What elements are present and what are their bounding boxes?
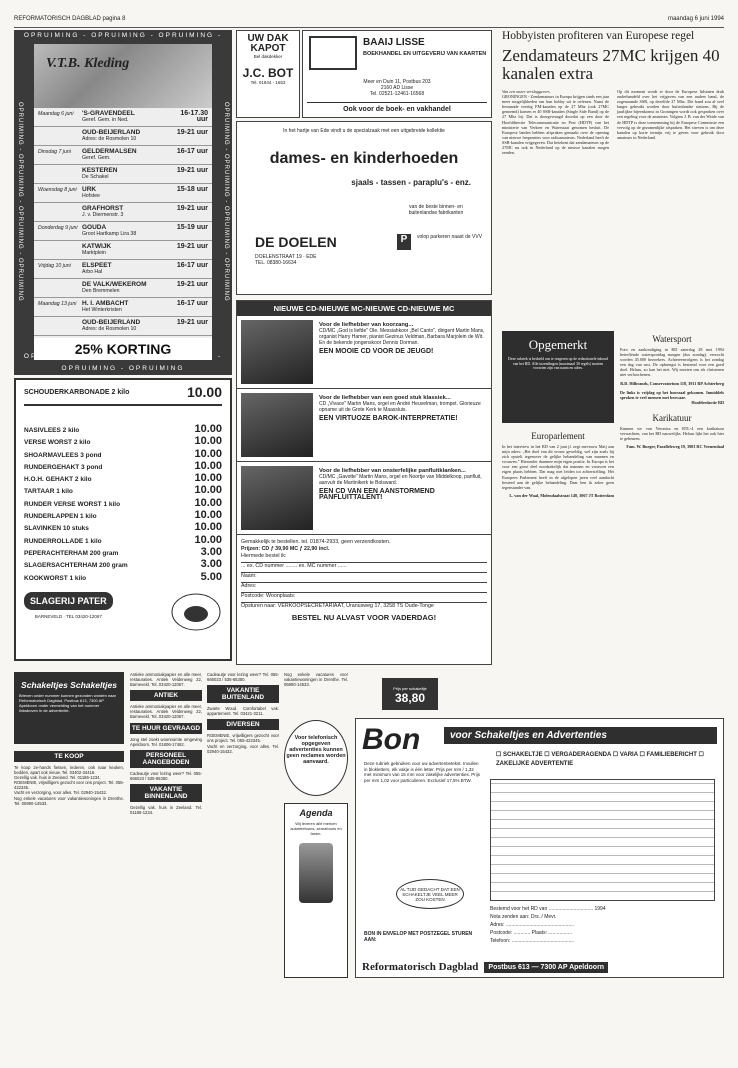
schedule-time: 19-21 uur [176, 319, 208, 326]
classifieds-col2 [130, 672, 202, 1044]
cd-block-title: Voor de liefhebber van koorzang... [319, 322, 414, 328]
slagerij-head [24, 384, 222, 406]
cow-logo-icon [170, 592, 222, 632]
meat-item-price: 10.00 [194, 447, 222, 460]
meat-item-label: RUNDERROLLADE 1 kilo [24, 537, 102, 545]
slagerij-address: BARNEVELD · TEL 03420-12067 [34, 613, 102, 619]
classified-item: Cadeautje voor lezing weer? Tel. 055-666023 / 535-65350. [207, 672, 279, 683]
classified-item: Zwarte Woud. Comfortabel vak. appartement. Tel. 03421-3211. [207, 706, 279, 717]
opruiming-schedule [34, 44, 212, 360]
schedule-place [82, 187, 170, 199]
schedule-day: Donderdag 9 juni [38, 225, 78, 231]
schedule-row [34, 260, 212, 279]
meat-item [24, 436, 222, 448]
cd-order-form [237, 535, 491, 625]
meat-item-price: 10.00 [194, 533, 222, 546]
meat-item [24, 498, 222, 510]
schakeltjes-title: Schakeltjes Schakeltjes [21, 680, 117, 690]
cd-order-field[interactable]: Naam: [241, 573, 487, 583]
cat-personeel: PERSONEEL AANGEBODEN [130, 750, 202, 768]
schedule-place [82, 282, 170, 294]
schedule-place [82, 168, 170, 180]
schedule-place-name: GRAFHORST [82, 205, 124, 212]
telefoon-notice: Voor telefonisch opgegeven advertenties kunnen geen reclames worden aanvaard. [284, 720, 348, 796]
meat-item-label: TARTAAR 1 kilo [24, 488, 73, 496]
meat-item [24, 535, 222, 547]
classified-item: Gezellig vak. huis in Zeeland. Tel. 01186-1234. [14, 775, 101, 781]
cd-order-field[interactable]: Hiermede bestel ik: [241, 553, 487, 563]
bon-footer-left: BON IN ENVELOP MET POSTZEGEL STUREN AAN: [364, 931, 473, 943]
meat-item-price: 10.00 [194, 459, 222, 472]
meat-item-price: 3.00 [200, 558, 222, 571]
doelen-address [255, 254, 317, 266]
classified-item: ROEMENIE, vrijwilligers gezocht voor ons project. Tel. 055-422345. [207, 733, 279, 744]
cd-block-text [319, 393, 487, 457]
schedule-time: 15-18 uur [176, 186, 208, 193]
watersport-title: Watersport [652, 334, 692, 344]
bon-form-field[interactable]: Nota zenden aan: Drs. / Mevr. [490, 914, 557, 920]
cd-opsturen: Opsturen naar: VERKOOPSECRETARIAAT, Uranusweg 17, 3258 TS Oude-Tonge [241, 603, 434, 609]
article-col2: Op dit moment wordt er door de Europese lidstaten druk onderhandeld over het vrijgeven van een andere band, de zogenaamde SSB, op dezelfde 27 Mhz. Die band zou al veel langer gebruikt worden door buitenlandse stations. Bij de jaarlijkse bijeenkomst in Groningen wordt ook gesproken over een regeling voor de amateurs. Volgens J. B. van der Weide van de HDTP is deze toestemming bij de Europese Commissie een vervolg op de gezamenlijke afspraken. Het streven is om deze kanalen op korte termijn vrij te geven voor gebruik door amateurs in Nederland. [617, 89, 724, 140]
article-byline: Van een onzer verslaggevers [502, 89, 550, 94]
opruiming-ad [14, 30, 232, 375]
schedule-place-sub: Adres: de Rosmolen 10 [82, 136, 137, 142]
schedule-row [34, 298, 212, 317]
slagerij-ad [14, 378, 232, 661]
meat-item [24, 522, 222, 534]
baaij-tel: Tel. 02521-12461-16568 [369, 91, 425, 97]
schakeltjes-intro: Brieven onder nummer kunnen gezonden worden naar Reformatorisch Dagblad, Postbus 613, 7300 AP Apeldoorn onder vermelding van het nummer linksboven in de advertentie. [19, 693, 116, 713]
opgemerkt-title: Opgemerkt [528, 337, 588, 352]
schedule-row [34, 203, 212, 222]
price-badge [382, 678, 438, 710]
schedule-time: 19-21 uur [176, 281, 208, 288]
article-title: Zendamateurs 27MC krijgen 40 kanalen extra [502, 46, 720, 83]
schedule-place-name: KATWIJK [82, 243, 112, 250]
baaij-sub: BOEKHANDEL EN UITGEVERIJ VAN KAARTEN [363, 51, 487, 57]
schedule-row [34, 222, 212, 241]
opgemerkt-box [502, 331, 614, 423]
cd-block-title: Voor de liefhebber van een goed stuk klassiek... [319, 395, 451, 401]
schedule-place-sub: Groot Hartkamp Lira 38 [82, 231, 137, 237]
baaij-ad [302, 30, 492, 118]
parking-icon: P [397, 234, 411, 250]
meat-item-label: PEPERACHTERHAM 200 gram [24, 549, 119, 557]
schedule-row [34, 317, 212, 336]
doelen-parking: volop parkeren naast de VVV [417, 234, 483, 240]
meat-item-label: SHOARMAVLEES 3 pond [24, 451, 102, 459]
schedule-day [38, 320, 82, 332]
cd-order-field[interactable]: ... ex. CD nummer ........ ex. MC nummer ...... [241, 563, 487, 573]
kapot-tel: Tel. 01844 - 1653 [250, 80, 286, 85]
schedule-place-name: ELSPEET [82, 262, 112, 269]
agenda-title: Agenda [299, 808, 333, 818]
karikatuur-title: Karikatuur [652, 412, 692, 423]
schedule-place-name: GELDERMALSEN [82, 148, 137, 155]
cd-block-text [319, 320, 487, 384]
schedule-place-sub: Den Bremmelen [82, 288, 120, 294]
schedule-time: 19-21 uur [176, 129, 208, 136]
schedule-row [34, 241, 212, 260]
kapot-name: J.C. BOT [242, 66, 294, 80]
schedule-time: 16-17 uur [176, 148, 208, 155]
meat-item-label: RUNDERLAPPEN 1 kilo [24, 513, 97, 521]
schedule-place-sub: Hofstee [82, 193, 100, 199]
meat-item [24, 485, 222, 497]
schedule-place-name: DE VALK/WEKEROM [82, 281, 147, 288]
classified-item: Antieke ammoniakpapier en alle meer, restauraties. Antiek Veldenweg 22, Barneveld. Tel. 03420-12067. [130, 672, 202, 688]
schedule-day: Maandag 13 juni [38, 301, 77, 307]
bon-form-field[interactable]: Telefoon: ............................................. [490, 938, 575, 944]
meat-item-label: NASIVLEES 2 kilo [24, 427, 80, 434]
meat-item-label: SLAVINKEN 10 stuks [24, 525, 89, 533]
schedule-day: Maandag 6 juni [38, 111, 74, 117]
doelen-tel: TEL. 08380-16634 [255, 260, 297, 266]
europarlement-sign: L. van der Waal, Molendaalstraat 148, 3067 JT Rotterdam [509, 492, 614, 498]
cat-vakantie-binnenland: VAKANTIE BINNENLAND [130, 784, 202, 802]
classified-item: Vacht en verzorging, voor alles. Tel. 02940-15432. [14, 790, 107, 796]
schedule-place [82, 149, 170, 161]
cd-price: Prijzen: CD ƒ 39,90 MC ƒ 22,90 incl. [241, 546, 330, 552]
slagerij-head-price: 10.00 [186, 384, 222, 400]
baaij-address [303, 79, 491, 97]
schedule-place-sub: Het Winterkristen [82, 307, 122, 313]
slagerij-name: SLAGERIJ PATER [24, 592, 113, 610]
schakeltjes-header [14, 672, 124, 744]
cat-te-koop: TE KOOP [14, 751, 124, 762]
karikatuur-text: Kunnen we van Veronica en RTL-4 een karikatuur verwachten, van het RD nauwelijks. Helaas lijkt het ook hier te gebeuren. [620, 425, 724, 442]
schedule-time: 16-17.30 uur [180, 110, 208, 123]
cd-cover-image [241, 320, 313, 384]
schedule-row [34, 165, 212, 184]
article-col1-text: GRONINGEN - Zendamateurs in Europa krijgen sinds een jaar meer mogelijkheden om hun hobby uit te oefenen. Naast de bestaande veertig FM-kanalen op de 27 Mhz (ook 27MC genoemd) komen er 40 SSB-kanalen (Single Side Band) op de 27 Mhz bij. Dat is doorgevraagd doordat op een door de Hoofddirectie Telecommunicatie en Post (HDTP) van het ministerie van Verkeer en Waterstaat genomen besluit. De Europese landen hebben afspraken gemaakt over de opening van nieuwe frequenties voor radioamateurs. Nederland heeft de SSB-kanalen vrijgegeven. Dat betekent dat zendamateurs op de 27MC nu ook in Nederland op de nieuwe kanalen mogen zenden. [502, 94, 609, 156]
schedule-place [82, 301, 170, 313]
cd-cta: BESTEL NU ALVAST VOOR VADERDAG! [291, 613, 437, 622]
schedule-time: 19-21 uur [176, 243, 208, 250]
schedule-day: Vrijdag 10 juni [38, 263, 71, 269]
watersport-letter [620, 331, 724, 449]
doelen-ad [236, 121, 492, 295]
watersport-sign: R.D. Hilbrands, Conservatorium 118, 3911 RP Achterberg [620, 380, 724, 386]
classified-item: Antieke ammoniakpapier en alle meer, restauraties. Antiek Veldenweg 22, Barneveld. Tel. 03420-12067. [130, 704, 202, 720]
schedule-time: 19-21 uur [176, 167, 208, 174]
kapot-small: Bel dakdekker [253, 54, 283, 59]
bon-paper: Reformatorisch Dagblad [362, 961, 479, 973]
schedule-place [82, 225, 170, 237]
kapot-line1: UW DAK [247, 33, 289, 44]
schedule-day: Dinsdag 7 juni [38, 149, 71, 155]
cd-block-body: CD/MC „God is liefde" Ole. Messiahkoor „Bel Canto", dirigent Martin Mans, organist Harry Hamer, pianist Gezinus Veldman, Barbara Marjolein de Wit. En de bekende jongenskoor Dennis Dorman. [319, 328, 485, 346]
page-header-left: REFORMATORISCH DAGBLAD pagina 8 [14, 16, 126, 22]
schedule-place-sub: Geref. Gem. in Ned. [82, 117, 129, 123]
meat-item [24, 559, 222, 571]
classified-item: Gezellig vak. huis in Zeeland. Tel. 01186-1234. [130, 804, 202, 816]
opruiming-side-left: OPRUIMING - OPRUIMING - OPRUIMING - OPRUIMING [17, 101, 23, 302]
meat-item-price: 10.00 [194, 484, 222, 497]
meat-item [24, 510, 222, 522]
schedule-place-name: GOUDA [82, 224, 107, 231]
cd-block [237, 462, 491, 535]
cat-antiek: ANTIEK [130, 690, 202, 701]
meat-item-label: SLAGERSACHTERHAM 200 gram [24, 562, 128, 570]
classifieds-col3 [207, 672, 279, 1044]
schedule-place-name: OUD-BEIJERLAND [82, 319, 141, 326]
cd-block-title: Voor de liefhebber van onsterfelijke panfluitklanken... [319, 468, 466, 474]
meat-item-price: 3.00 [200, 545, 222, 558]
bon-instructions: Deze rubriek gebruiken voor uw advertentietekst. Invullen in blokletters, elk vakje is één letter. Prijs per mm / 1,32 met minimum van 15 mm voor zakelijke advertenties. Prijs per mm 1,02 voor particulieren. Exclusief 17,5% BTW. [364, 761, 481, 783]
baaij-addr2: 2160 AD Lisse [380, 85, 414, 91]
europarlement-title: Europarlement [531, 431, 585, 441]
schedule-day [38, 206, 82, 218]
page-header-date: maandag 6 juni 1994 [667, 16, 724, 22]
schedule-time: 16-17 uur [176, 262, 208, 269]
classified-item: Nog enkele vacatures voor vakantiewoningen in Drenthe. Tel. 05990-14533. [284, 672, 348, 688]
doelen-addr: DOELENSTRAAT 19 · EDE [255, 254, 317, 260]
agenda-ad [284, 803, 348, 978]
slagerij-head-label: SCHOUDERKARBONADE 2 kilo [24, 388, 130, 396]
opruiming-band-bottom: OPRUIMING - OPRUIMING - OPRUIMING - OPRUIMING - OPRUIMING [23, 353, 223, 372]
meat-item-price: 10.00 [194, 435, 222, 448]
schedule-place-sub: J. v. Diermenstr. 3 [82, 212, 124, 218]
doelen-title: dames- en kinderhoeden [269, 150, 459, 167]
bon-checkboxes[interactable]: ☐ SCHAKELTJE ☐ VERGADERAGENDA ☐ VARIA ☐ FAMILIEBERICHT ☐ ZAKELIJKE ADVERTENTIE [496, 752, 704, 767]
schedule-row [34, 184, 212, 203]
classifieds-col4 [284, 672, 348, 718]
meat-item-label: VERSE WORST 2 kilo [24, 439, 91, 447]
bon-form-field[interactable]: Bestemd voor het RD van ................................ 1994 [490, 906, 606, 912]
cd-order-field[interactable]: Postcode: Woonplaats: [241, 593, 487, 603]
classified-item: Nog enkele vacatures voor vakantiewoningen in Drenthe. Tel. 05990-14533. [14, 795, 124, 806]
cd-block-cta: EEN VIRTUOZE BAROK-INTERPRETATIE! [319, 415, 458, 422]
schedule-place [82, 111, 170, 123]
meat-item-price: 10.00 [194, 521, 222, 534]
schedule-place [82, 263, 170, 275]
schedule-place-sub: De Schakel [82, 174, 109, 180]
schedule-place [82, 320, 170, 332]
meat-item-label: RUNDER VERSE WORST 1 kilo [24, 500, 121, 508]
cd-ad [236, 300, 492, 665]
bon-form-field[interactable]: Postcode: ............ Plaats: ................. [490, 930, 572, 936]
meat-item-price: 10.00 [194, 509, 222, 522]
meat-item-price: 5.00 [200, 570, 222, 583]
cd-block-cta: EEN MOOIE CD VOOR DE JEUGD! [319, 348, 434, 355]
meat-item-label: H.O.H. GEHAKT 2 kilo [24, 476, 92, 484]
meat-item-price: 10.00 [194, 496, 222, 509]
vtb-photo [34, 44, 212, 108]
cd-block-body: CD „Vivace" Martin Mans, orgel en André Heuvelman, trompet. Glorieuze opname uit de Grote Kerk te Maassluis. [319, 401, 481, 413]
kapot-line2: KAPOT [250, 43, 286, 54]
cd-block [237, 389, 491, 462]
cat-diversen: DIVERSEN [207, 719, 279, 730]
schedule-day [38, 282, 82, 294]
bon-footer [356, 957, 723, 977]
schedule-row [34, 146, 212, 165]
meat-item-price: 10.00 [194, 423, 222, 435]
agenda-text: Wij leveren alle merken autotelefoons, semafoons en faxen. [290, 821, 342, 836]
article-kicker: Hobbyisten profiteren van Europese regel [502, 30, 695, 42]
cd-order-field[interactable]: Adres: [241, 583, 487, 593]
europarlement-letter [502, 428, 614, 498]
schedule-place [82, 244, 170, 256]
classified-item: Jong stel zoekt woonruimte omgeving Apeldoorn. Tel. 01806-17462. [130, 736, 202, 747]
schedule-place-sub: Adres: de Rosmolen 10 [82, 326, 137, 332]
page-header [14, 16, 724, 28]
bon-bubble: AL TIJD GEDACHT DAT EEN SCHAKELTJE VEEL MEER ZOU KOSTEN [396, 879, 464, 909]
schedule-place-name: OUD-BEIJERLAND [82, 129, 141, 136]
baaij-logo-icon [309, 36, 357, 70]
cd-cover-image [241, 393, 313, 457]
price-badge-value: 38,80 [394, 691, 426, 705]
cd-order-intro: Gemakkelijk te bestellen. tel. 01874-2933, geen verzendkosten. [241, 539, 391, 545]
opruiming-band-top: OPRUIMING - OPRUIMING - OPRUIMING - [23, 32, 223, 39]
schedule-time: 16-17 uur [176, 300, 208, 307]
cd-cover-image [241, 466, 313, 530]
classified-item: ROEMENIE, vrijwilligers gezocht voor ons project. Tel. 055-422345. [14, 780, 124, 791]
cd-block-body: CD/MC „Gavotte" Martin Mans, orgel en Noortje van Middelkoop, panfluit, aanvulr de Martinikerk te Bolsward. [319, 474, 482, 486]
schedule-day [38, 168, 82, 180]
cat-vakantie-buitenland: VAKANTIE BUITENLAND [207, 685, 279, 703]
cd-block-text [319, 466, 487, 530]
cd-block [237, 316, 491, 389]
meat-item-price: 10.00 [194, 472, 222, 485]
classified-item: Te koop 2e-hands fietsen, lederen, ook naar keuken, bedden, apart ook nieuw. Tel. 03402-34416. [14, 765, 124, 776]
watersport-text: Foto en aankondiging in RD zaterdag 28 mei 1994 betreffende watersportdag morgen (dus zondag), verzocht worden 45.000 bezoekers. Achtereenvolgens is het zondag een dag van rust. De opbrengst is bestemd voor een goed doel. Helaas, zo kan het niet. Wij moeten ons als christenen niet verloochenen. [620, 347, 724, 378]
schedule-place-name: 'S-GRAVENDEEL [82, 110, 135, 117]
bon-letter-grid[interactable] [490, 779, 715, 901]
schedule-row [34, 127, 212, 146]
meat-item-label: KOOKWORST 1 kilo [24, 574, 87, 582]
doelen-right: van de beste binnen- en buitenlandse fabrikanten [408, 204, 464, 216]
watersport-sign2: Hoofdredactie RD [691, 399, 724, 405]
article-col1 [502, 89, 609, 155]
opgemerkt-text: Deze rubriek is bedoeld om te reageren op de redactionele inhoud van het RD. Alle inzendingen (maximaal 30 regels) moeten voorzien zijn van naam en adres. [508, 357, 608, 371]
bon-postbus: Postbus 613 — 7300 AP Apeldoorn [484, 962, 608, 973]
phone-icon [299, 843, 333, 903]
cat-te-huur: TE HUUR GEVRAAGD [131, 724, 201, 732]
europarlement-text: In het interview in het RD van 2 juni jl. zegt mevrouw Maij aan mijn adres: „Het doel van dit vrouw geweldig, wel zijn zoals hij zich opstelt tegenover de gelijke behandeling van mannen en vrouwen." Hieronder daarmee mijn eigen positie. In Europa is het voor een groot deel noodzakelijk dat mannen en vrouwen een eigen plaats hebben. Dat mag niet leiden tot achterstelling. Het Europees Parlement heeft in de afgelopen jaren veel aandacht besteed aan de gelijke behandeling. Daar ben ik zeker geen tegenstander van. [502, 444, 614, 490]
schedule-place-name: H. I. AMBACHT [82, 300, 129, 307]
meat-item [24, 461, 222, 473]
doelen-name: DE DOELEN [255, 234, 337, 250]
schedule-row [34, 108, 212, 127]
schedule-place-sub: Geref. Gem. [82, 155, 111, 161]
korting-banner: 25% KORTING [34, 338, 212, 360]
price-badge-label: Prijs per schakeltje [393, 686, 427, 691]
meat-item-label: RUNDERGEHAKT 3 pond [24, 463, 103, 471]
classifieds-col1 [14, 748, 124, 1044]
baaij-title: BAAIJ LISSE [363, 37, 425, 48]
bon-form-field[interactable]: Adres: ................................................. [490, 922, 574, 928]
baaij-footer: Ook voor de boek- en vakhandel [307, 102, 487, 113]
meat-item [24, 449, 222, 461]
karikatuur-sign: Fam. W. Burger, Paralleleweg 19, 3903 RC Veenendaal [626, 444, 724, 450]
doelen-sub: sjaals - tassen - paraplu's - enz. [351, 178, 471, 187]
vtb-brand: V.T.B. Kleding [46, 56, 130, 71]
meat-item [24, 572, 222, 584]
meat-item [24, 473, 222, 485]
schedule-place [82, 130, 170, 142]
schedule-row [34, 279, 212, 298]
schedule-time: 15-19 uur [176, 224, 208, 231]
classified-item: Vacht en verzorging, voor alles. Tel. 02940-15432. [207, 743, 279, 754]
cd-banner: NIEUWE CD-NIEUWE MC-NIEUWE CD-NIEUWE MC [237, 301, 491, 316]
schedule-place-sub: Arbo Hal [82, 269, 103, 275]
dakdekker-ad [236, 30, 300, 118]
baaij-addr1: Meer en Duin 11, Postbus 203 [363, 79, 431, 85]
schedule-place [82, 206, 170, 218]
doelen-intro: In het hartje van Ede vindt u de specialzaak met een uitgebreide kollektie [283, 128, 445, 134]
meat-item [24, 424, 222, 436]
cd-block-cta: EEN CD VAN EEN AANSTORMEND PANFLUITTALENT! [319, 488, 435, 501]
schedule-day [38, 130, 82, 142]
schedule-place-name: URK [82, 186, 97, 193]
bon-logo: Bon [362, 723, 421, 756]
article-zendamateurs [502, 30, 724, 155]
schedule-place-sub: Marktplein [82, 250, 106, 256]
schedule-day: Woensdag 8 juni [38, 187, 77, 193]
bon-title: voor Schakeltjes en Advertenties [444, 727, 717, 744]
schedule-place-name: KESTEREN [82, 167, 118, 174]
bon-form [355, 718, 724, 978]
classified-item: Cadeautje voor lezing weer? Tel. 055-666023 / 535-65350. [130, 770, 202, 781]
schedule-time: 19-21 uur [176, 205, 208, 212]
schedule-day [38, 244, 82, 256]
watersport-foot: De links is vrijdag op het hoorzaal gekomen. Inmiddels sproken te veel mensen met bezwaar. [620, 389, 724, 400]
meat-item [24, 547, 222, 559]
opruiming-side-right: OPRUIMING - OPRUIMING - OPRUIMING - OPRUIMING [223, 101, 229, 302]
